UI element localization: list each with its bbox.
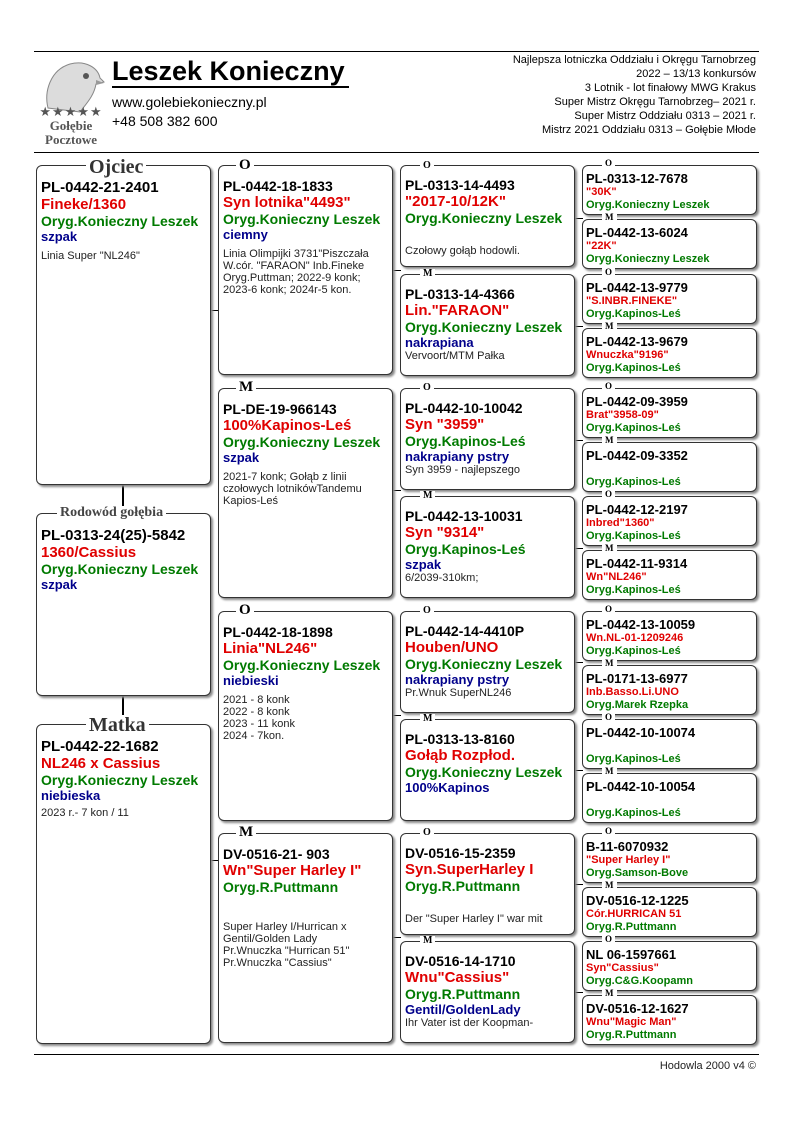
connector: [392, 490, 401, 491]
ring-number: PL-0442-11-9314: [586, 556, 688, 571]
plumage-color: [223, 895, 392, 911]
connector: [392, 270, 401, 271]
breeder-origin: Oryg.C&G.Koopamn: [586, 975, 693, 987]
ring-number: PL-0313-14-4493: [405, 177, 515, 193]
phone-number: +48 508 382 600: [112, 113, 218, 129]
pigeon-name: Fineke/1360: [41, 196, 127, 213]
breeder-origin: Oryg.Kapinos-Leś: [586, 807, 681, 819]
connector: [574, 884, 583, 885]
ring-number: PL-0442-21-2401: [41, 179, 159, 196]
logo-text-1: Gołębie: [49, 118, 93, 133]
great-grandparent-card[interactable]: [582, 165, 757, 215]
breeder-origin: Oryg.Konieczny Leszek: [586, 199, 710, 211]
connector: [574, 770, 583, 771]
note-line: Gentil/Golden Lady: [223, 933, 318, 945]
plumage-color: nakrapiana: [405, 335, 474, 350]
grandparent-card[interactable]: [400, 274, 575, 376]
pigeon-name: 1360/Cassius: [41, 544, 137, 561]
pigeon-name: Inb.Basso.Li.UNO: [586, 686, 679, 698]
great-grandparent-card[interactable]: [582, 274, 757, 324]
note-line: Vervoort/MTM Pałka: [405, 350, 505, 362]
top-rule: [34, 51, 759, 52]
ring-number: DV-0516-14-1710: [405, 953, 516, 969]
sex-label: M: [602, 989, 617, 998]
sex-label: M: [236, 825, 256, 840]
grandparent-card[interactable]: [400, 719, 575, 821]
grandparent-card[interactable]: [400, 388, 575, 490]
grandparent-card[interactable]: [400, 496, 575, 598]
achievement: Najlepsza lotniczka Oddziału i Okręgu Tarnobrzeg: [512, 54, 756, 66]
breeder-origin: Oryg.Kapinos-Leś: [586, 422, 681, 434]
breeder-origin: Oryg.R.Puttmann: [586, 1029, 677, 1041]
grandparent-card[interactable]: [400, 611, 575, 713]
ring-number: PL-0442-13-6024: [586, 225, 688, 240]
note-line: Ihr Vater ist der Koopman-: [405, 1017, 534, 1029]
mother-card[interactable]: [36, 724, 211, 1044]
sex-label: O: [602, 490, 615, 499]
great-grandparent-card[interactable]: [582, 665, 757, 715]
achievement: Super Mistrz Oddziału 0313 – 2021 r.: [574, 110, 756, 122]
pigeon-name: Wnu"Cassius": [405, 969, 510, 986]
ring-number: PL-0313-12-7678: [586, 171, 688, 186]
pigeon-name: Syn lotnika"4493": [223, 194, 351, 211]
logo-text-2: Pocztowe: [45, 132, 97, 147]
header-rule: [34, 152, 759, 153]
note-line: Pr.Wnuk SuperNL246: [405, 687, 512, 699]
ring-number: DV-0516-12-1225: [586, 893, 689, 908]
breeder-origin: Oryg.Konieczny Leszek: [41, 772, 199, 788]
achievement: Super Mistrz Okręgu Tarnobrzeg– 2021 r.: [554, 96, 756, 108]
plumage-color: niebieski: [223, 673, 279, 688]
sex-label: O: [602, 935, 615, 944]
plumage-color: niebieska: [41, 788, 101, 803]
achievement: 2022 – 13/13 konkursów: [636, 68, 756, 80]
sex-label: M: [602, 881, 617, 890]
plumage-color: Gentil/GoldenLady: [405, 1002, 521, 1017]
sex-label: O: [236, 158, 254, 173]
breeder-origin: Oryg.Konieczny Leszek: [41, 213, 199, 229]
note-line: Linia Super "NL246": [41, 250, 140, 262]
sex-label: M: [602, 436, 617, 445]
plumage-color: [405, 226, 574, 242]
grandparent-card[interactable]: [400, 833, 575, 935]
father-card[interactable]: [36, 165, 211, 485]
note-line: 2023-6 konk; 2024r-5 kon.: [223, 284, 352, 296]
pigeon-name: Houben/UNO: [405, 639, 499, 656]
connector: [574, 440, 583, 441]
plumage-color: 100%Kapinos: [405, 780, 490, 795]
pigeon-name: Syn "9314": [405, 524, 485, 541]
pigeon-name: Cór.HURRICAN 51: [586, 908, 682, 920]
ring-number: DV-0516-21- 903: [223, 846, 330, 862]
connector: [574, 548, 583, 549]
breeder-origin: Oryg.Kapinos-Leś: [586, 362, 681, 374]
plumage-color: szpak: [223, 450, 260, 465]
achievement: 3 Lotnik - lot finałowy MWG Krakus: [584, 82, 756, 94]
breeder-origin: Oryg.Kapinos-Leś: [586, 308, 681, 320]
sex-label: M: [602, 767, 617, 776]
logo-stars: ★★★★★: [39, 104, 103, 119]
pigeon-name: [586, 463, 756, 476]
parent-card[interactable]: [218, 833, 393, 1043]
great-grandparent-card[interactable]: [582, 219, 757, 269]
ring-number: PL-0442-10-10074: [586, 725, 696, 740]
ring-number: PL-0442-09-3352: [586, 448, 688, 463]
pigeon-name: "22K": [586, 240, 617, 252]
plumage-color: nakrapiany pstry: [405, 672, 510, 687]
connector: [392, 715, 401, 716]
connector: [574, 662, 583, 663]
connector: [392, 937, 401, 938]
breeder-name: Leszek Konieczny: [112, 56, 349, 88]
parent-card[interactable]: [218, 388, 393, 598]
parent-card[interactable]: [218, 165, 393, 375]
note-line: Linia Olimpijki 3731"Piszczała: [223, 248, 369, 260]
grandparent-card[interactable]: [400, 941, 575, 1043]
great-grandparent-card[interactable]: [582, 941, 757, 991]
pigeon-name: Wnuczka"9196": [586, 349, 669, 361]
great-grandparent-card[interactable]: [582, 995, 757, 1045]
ring-number: PL-0442-09-3959: [586, 394, 688, 409]
sex-label: O: [602, 159, 615, 168]
ring-number: PL-DE-19-966143: [223, 401, 337, 417]
great-grandparent-card[interactable]: [582, 328, 757, 378]
breeder-origin: Oryg.Konieczny Leszek: [223, 657, 381, 673]
achievements-list: [513, 53, 756, 137]
pigeon-name: NL246 x Cassius: [41, 755, 161, 772]
pigeon-label: Rodowód gołębia: [57, 506, 166, 520]
note-line: 2022 - 8 konk: [223, 706, 290, 718]
pigeon-name: Syn "3959": [405, 416, 485, 433]
sex-label: O: [420, 828, 434, 838]
ring-number: PL-0442-12-2197: [586, 502, 688, 517]
breeder-origin: Oryg.Konieczny Leszek: [223, 434, 381, 450]
ring-number: PL-0442-10-10042: [405, 400, 523, 416]
breeder-origin: Oryg.Kapinos-Leś: [586, 584, 681, 596]
note-line: Syn 3959 - najlepszego: [405, 464, 520, 476]
ring-number: PL-0442-13-9779: [586, 280, 688, 295]
ring-number: PL-0442-22-1682: [41, 738, 159, 755]
ring-number: NL 06-1597661: [586, 947, 677, 962]
sex-label: M: [602, 659, 617, 668]
sex-label: M: [420, 714, 435, 724]
sex-label: O: [602, 827, 615, 836]
note-line: Super Harley I/Hurrican x: [223, 921, 347, 933]
ring-number: PL-0313-14-4366: [405, 286, 515, 302]
breeder-origin: Oryg.Kapinos-Leś: [586, 476, 681, 488]
ring-number: PL-0442-18-1898: [223, 624, 333, 640]
sex-label: M: [602, 322, 617, 331]
pigeon-name: [586, 740, 756, 753]
breeder-origin: Oryg.Marek Rzepka: [586, 699, 689, 711]
pigeon-name: "S.INBR.FINEKE": [586, 295, 678, 307]
ring-number: PL-0442-18-1833: [223, 178, 333, 194]
breeder-origin: Oryg.R.Puttmann: [586, 921, 677, 933]
pigeon-card[interactable]: [36, 513, 211, 696]
breeder-origin: Oryg.Kapinos-Leś: [586, 530, 681, 542]
grandparent-card[interactable]: [400, 165, 575, 267]
sex-label: O: [602, 382, 615, 391]
breeder-origin: Oryg.Kapinos-Leś: [405, 433, 526, 449]
sex-label: M: [602, 213, 617, 222]
sex-label: O: [420, 161, 434, 171]
breeder-origin: Oryg.R.Puttmann: [405, 878, 521, 894]
connector: [574, 992, 583, 993]
note-line: Pr.Wnuczka "Hurrican 51": [223, 945, 350, 957]
footer-text: Hodowla 2000 v4 ©: [659, 1060, 756, 1072]
great-grandparent-card[interactable]: [582, 496, 757, 546]
footer-rule: [34, 1054, 759, 1055]
breeder-origin: Oryg.Kapinos-Leś: [586, 753, 681, 765]
sex-label: M: [420, 269, 435, 279]
pigeon-name: "30K": [586, 186, 617, 198]
sex-label: O: [420, 606, 434, 616]
father-label: Ojciec: [86, 157, 146, 177]
ring-number: PL-0442-13-10031: [405, 508, 523, 524]
plumage-color: szpak: [41, 577, 78, 592]
pigeon-name: Wnu"Magic Man": [586, 1016, 677, 1028]
note-line: czołowych lotnikówTandemu: [223, 483, 362, 495]
breeder-origin: Oryg.Samson-Bove: [586, 867, 689, 879]
breeder-origin: Oryg.R.Puttmann: [405, 986, 521, 1002]
sex-label: M: [602, 544, 617, 553]
sex-label: O: [602, 605, 615, 614]
note-line: Kapios-Leś: [223, 495, 279, 507]
sex-label: O: [236, 603, 254, 618]
breeder-origin: Oryg.Konieczny Leszek: [405, 656, 563, 672]
note-line: Oryg.Puttman; 2022-9 konk;: [223, 272, 361, 284]
note-line: Czołowy gołąb hodowli.: [405, 245, 520, 257]
breeder-origin: Oryg.Kapinos-Leś: [405, 541, 526, 557]
pigeon-name: "Super Harley I": [586, 854, 671, 866]
pigeon-name: Syn.SuperHarley I: [405, 861, 534, 878]
great-grandparent-card[interactable]: [582, 388, 757, 438]
ring-number: PL-0442-13-10059: [586, 617, 696, 632]
ring-number: DV-0516-15-2359: [405, 845, 516, 861]
pigeon-name: Lin."FARAON": [405, 302, 510, 319]
pigeon-name: "2017-10/12K": [405, 193, 506, 210]
pigeon-name: Syn"Cassius": [586, 962, 659, 974]
plumage-color: nakrapiany pstry: [405, 449, 510, 464]
connector: [574, 326, 583, 327]
sex-label: O: [602, 268, 615, 277]
ring-number: DV-0516-12-1627: [586, 1001, 689, 1016]
logo: [36, 56, 106, 146]
pigeon-name: Inbred"1360": [586, 517, 655, 529]
pigeon-name: Wn.NL-01-1209246: [586, 632, 684, 644]
breeder-origin: Oryg.Kapinos-Leś: [586, 645, 681, 657]
website-link[interactable]: www.golebiekonieczny.pl: [112, 94, 267, 110]
connector: [574, 218, 583, 219]
ring-number: PL-0313-24(25)-5842: [41, 527, 186, 544]
sex-label: M: [236, 380, 256, 395]
note-line: Pr.Wnuczka "Cassius": [223, 957, 332, 969]
great-grandparent-card[interactable]: [582, 833, 757, 883]
sex-label: M: [420, 491, 435, 501]
ring-number: PL-0171-13-6977: [586, 671, 688, 686]
note-line: W.cór. "FARAON" Inb.Fineke: [223, 260, 365, 272]
breeder-origin: Oryg.Konieczny Leszek: [586, 253, 710, 265]
pigeon-name: Wn"Super Harley I": [223, 862, 362, 879]
great-grandparent-card[interactable]: [582, 887, 757, 937]
breeder-origin: Oryg.Konieczny Leszek: [405, 210, 563, 226]
ring-number: B-11-6070932: [586, 839, 669, 854]
pigeon-name: Linia"NL246": [223, 640, 318, 657]
breeder-origin: Oryg.Konieczny Leszek: [223, 211, 381, 227]
pigeon-name: Wn"NL246": [586, 571, 647, 583]
note-line: 2023 r.- 7 kon / 11: [41, 807, 129, 819]
pigeon-name: 100%Kapinos-Leś: [223, 417, 352, 434]
sex-label: O: [420, 383, 434, 393]
breeder-origin: Oryg.R.Puttmann: [223, 879, 339, 895]
great-grandparent-card[interactable]: [582, 719, 757, 769]
ring-number: PL-0442-13-9679: [586, 334, 688, 349]
breeder-origin: Oryg.Konieczny Leszek: [41, 561, 199, 577]
sex-label: O: [602, 713, 615, 722]
plumage-color: szpak: [41, 229, 78, 244]
plumage-color: szpak: [405, 557, 442, 572]
ring-number: PL-0313-13-8160: [405, 731, 515, 747]
breeder-origin: Oryg.Konieczny Leszek: [405, 319, 563, 335]
great-grandparent-card[interactable]: [582, 442, 757, 492]
parent-card[interactable]: [218, 611, 393, 821]
great-grandparent-card[interactable]: [582, 773, 757, 823]
plumage-color: [405, 894, 574, 910]
pigeon-name: Brat"3958-09": [586, 409, 659, 421]
note-line: 6/2039-310km;: [405, 572, 479, 584]
great-grandparent-card[interactable]: [582, 611, 757, 661]
ring-number: PL-0442-10-10054: [586, 779, 696, 794]
pigeon-name: Gołąb Rozpłod.: [405, 747, 515, 764]
ring-number: PL-0442-14-4410P: [405, 623, 525, 639]
note-line: Der "Super Harley I" war mit: [405, 913, 543, 925]
mother-label: Matka: [86, 715, 149, 735]
plumage-color: ciemny: [223, 227, 268, 242]
achievement: Mistrz 2021 Oddziału 0313 – Gołębie Młode: [541, 124, 756, 136]
pigeon-name: [586, 794, 756, 807]
note-line: 2021-7 konk; Gołąb z linii: [223, 471, 347, 483]
great-grandparent-card[interactable]: [582, 550, 757, 600]
note-line: 2021 - 8 konk: [223, 694, 290, 706]
sex-label: M: [420, 936, 435, 946]
note-line: 2023 - 11 konk: [223, 718, 295, 730]
note-line: 2024 - 7kon.: [223, 730, 285, 742]
breeder-origin: Oryg.Konieczny Leszek: [405, 764, 563, 780]
